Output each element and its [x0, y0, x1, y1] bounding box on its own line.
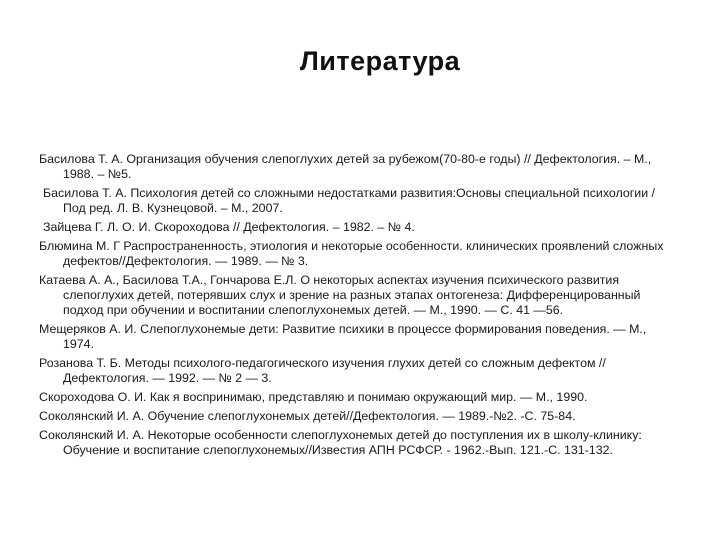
- slide-title: Литература: [299, 46, 461, 76]
- reference-item: Соколянский И. А. Некоторые особенности слепоглухонемых детей до поступления их в школу-клинику: Обучение и воспитание слепоглухонемых//Известия АПН РСФСР. - 1962.-Вып. 121.-С. 131-132.: [39, 428, 642, 457]
- reference-item: Басилова Т. А. Психология детей со сложными недостатками развития:Основы специальной психологии / Под ред. Л. В. Кузнецовой. – М., 2007.: [43, 186, 656, 215]
- reference-item: Соколянский И. А. Обучение слепоглухонемых детей//Дефектология. — 1989.-№2. -С. 75-84.: [39, 409, 576, 423]
- reference-item: Зайцева Г. Л. О. И. Скороходова // Дефектология. – 1982. – № 4.: [43, 220, 415, 234]
- reference-item: Скороходова О. И. Как я воспринимаю, представляю и понимаю окружающий мир. — М., 1990.: [39, 390, 588, 404]
- reference-item: Мещеряков А. И. Слепоглухонемые дети: Развитие психики в процессе формирования поведения. — М., 1974.: [39, 322, 647, 351]
- reference-item: Розанова Т. Б. Методы психолого-педагогического изучения глухих детей со сложным дефектом // Дефектология. — 1992. — № 2 — 3.: [39, 356, 606, 385]
- reference-item: Басилова Т. А. Организация обучения слепоглухих детей за рубежом(70-80-е годы) // Дефектология. – М., 1988. – №5.: [39, 152, 652, 181]
- reference-item: Катаева А. А., Басилова Т.А., Гончарова Е.Л. О некоторых аспектах изучения психического развития слепоглухих детей, потерявших слух и зрение на разных этапах онтогенеза: Дифференцированный подход при обучении и воспитании слепоглухонемых детей. — М., 1990. — С. 41 —56.: [39, 273, 641, 317]
- reference-item: Блюмина М. Г Распространенность, этиология и некоторые особенности. клинических проявлений сложных дефектов//Дефектология. — 1989. — № 3.: [39, 239, 664, 268]
- reference-list: [39, 152, 675, 462]
